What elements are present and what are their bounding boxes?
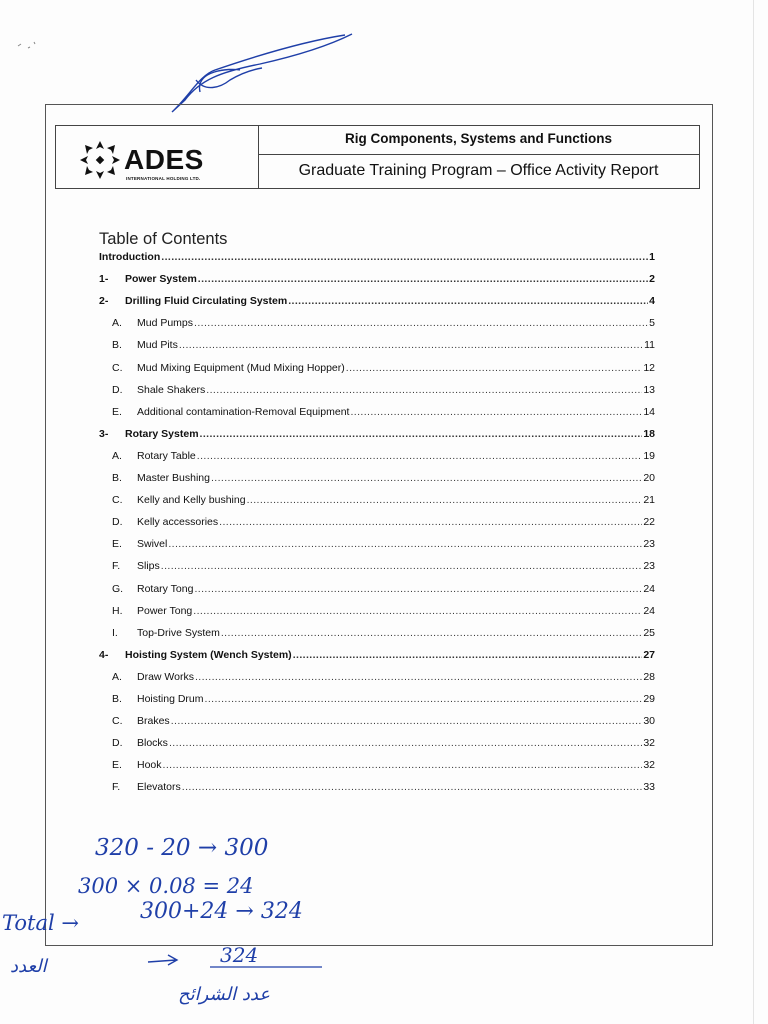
toc-entry-label: Master Bushing: [137, 472, 210, 484]
toc-entry-label: Draw Works: [137, 670, 194, 683]
toc-leader-dots: [193, 604, 642, 618]
toc-entry-label: Slips: [137, 560, 160, 573]
toc-leader-dots: [168, 537, 642, 551]
toc-entry-label: Mud Pumps: [137, 317, 194, 330]
toc-entry-number: C.: [112, 361, 123, 374]
toc-entry[interactable]: [99, 471, 655, 485]
toc-entry-label: Mud Pits: [137, 339, 178, 352]
toc-leader-dots: [194, 582, 642, 596]
toc-entry-label: Swivel: [137, 538, 168, 551]
toc-entry-page: 13: [643, 383, 655, 396]
toc-entry[interactable]: [99, 780, 655, 794]
toc-entry-page: 12: [643, 361, 655, 374]
toc-entry-label: Kelly accessories: [137, 516, 219, 529]
toc-entry[interactable]: [99, 515, 655, 529]
toc-leader-dots: [161, 559, 643, 573]
toc-entry-number: A.: [112, 449, 122, 462]
toc-entry-label: Hook: [137, 759, 162, 772]
toc-entry-page: 23: [643, 538, 655, 551]
toc-leader-dots: [206, 383, 642, 397]
toc-leader-dots: [293, 648, 643, 662]
toc-entry[interactable]: [99, 626, 655, 640]
toc-entry-number: E.: [112, 405, 122, 418]
toc-leader-dots: [161, 250, 648, 264]
toc-entry[interactable]: [99, 316, 655, 330]
toc-entry-number: C.: [112, 715, 123, 728]
toc-entry[interactable]: [99, 272, 655, 286]
toc-entry-label: Brakes: [137, 715, 170, 728]
toc-entry-page: 24: [643, 582, 655, 595]
toc-entry[interactable]: [99, 449, 655, 463]
toc-leader-dots: [195, 670, 642, 684]
toc-entry[interactable]: [99, 736, 655, 750]
note-total-label: Total →: [2, 911, 79, 935]
toc-entry-label: Drilling Fluid Circulating System: [125, 295, 288, 308]
toc-leader-dots: [163, 758, 643, 772]
toc-leader-dots: [350, 405, 642, 419]
toc-entry-number: 2-: [99, 295, 109, 308]
toc-leader-dots: [179, 338, 643, 352]
logo-subtext: INTERNATIONAL HOLDING LTD.: [126, 176, 201, 181]
toc-leader-dots: [169, 736, 642, 750]
toc-leader-dots: [346, 361, 643, 375]
toc-entry-page: 14: [643, 405, 655, 418]
toc-entry-number: G.: [112, 582, 124, 595]
toc-entry-page: 2: [649, 273, 655, 286]
note-arabic-slides: عدد الشرائح: [178, 984, 271, 1005]
toc-leader-dots: [211, 471, 642, 485]
toc-entry-label: Power System: [125, 273, 197, 286]
toc-entry-label: Blocks: [137, 737, 168, 750]
toc-entry-page: 30: [643, 715, 655, 728]
toc-entry-page: 22: [643, 516, 655, 529]
logo-cell: [56, 126, 259, 188]
toc-entry-number: 1-: [99, 273, 109, 286]
toc-entry-label: Mud Mixing Equipment (Mud Mixing Hopper): [137, 361, 345, 374]
toc-leader-dots: [198, 272, 648, 286]
toc-entry-page: 11: [644, 339, 655, 352]
toc-entry-page: 5: [649, 317, 655, 330]
toc-entry[interactable]: [99, 692, 655, 706]
toc-entry-page: 25: [643, 626, 655, 639]
toc-entry-label: Rotary Table: [137, 449, 196, 462]
toc-leader-dots: [171, 714, 643, 728]
toc-leader-dots: [221, 626, 642, 640]
toc-entry-page: 32: [643, 759, 655, 772]
toc-entry-number: E.: [112, 759, 122, 772]
note-line-2: 300 × 0.08 = 24: [78, 874, 254, 898]
toc-entry-number: F.: [112, 781, 121, 794]
ades-logo-icon: [78, 139, 122, 181]
toc-entry-number: 3-: [99, 427, 109, 440]
toc-entry[interactable]: [99, 582, 655, 596]
toc-leader-dots: [182, 780, 643, 794]
toc-entry[interactable]: [99, 405, 655, 419]
toc-entry-number: B.: [112, 693, 122, 705]
toc-entry-label: Elevators: [137, 781, 181, 794]
toc-entry-label: Hoisting System (Wench System): [125, 648, 292, 661]
toc-entry-page: 18: [643, 427, 655, 440]
toc-entry[interactable]: [99, 537, 655, 551]
toc-entry[interactable]: [99, 604, 655, 618]
toc-entry-page: 21: [643, 494, 655, 507]
toc-entry-number: A.: [112, 670, 122, 683]
toc-entry[interactable]: [99, 383, 655, 397]
report-title: Rig Components, Systems and Functions: [258, 126, 699, 155]
toc-leader-dots: [200, 427, 643, 441]
note-line-1: 320 - 20 → 300: [95, 835, 269, 861]
toc-entry-number: I.: [112, 626, 118, 639]
toc-entry-page: 28: [643, 670, 655, 683]
toc-entry[interactable]: [99, 493, 655, 507]
toc-entry[interactable]: [99, 670, 655, 684]
toc-entry-label: Hoisting Drum: [137, 693, 204, 705]
logo-wordmark: ADES: [124, 144, 204, 175]
toc-entry-number: E.: [112, 538, 122, 551]
toc-entry-page: 23: [643, 560, 655, 573]
toc-leader-dots: [219, 515, 642, 529]
toc-entry-label: Shale Shakers: [137, 383, 206, 396]
handwritten-notes: [0, 815, 768, 1024]
note-value-324: 324: [220, 943, 259, 967]
toc-entry-number: D.: [112, 516, 123, 529]
toc-entry-page: 4: [649, 295, 655, 308]
toc-leader-dots: [197, 449, 643, 463]
toc-entry-label: Rotary Tong: [137, 582, 194, 595]
toc-entry[interactable]: [99, 294, 655, 308]
toc-entry-number: F.: [112, 560, 121, 573]
toc-entry-label: Kelly and Kelly bushing: [137, 494, 246, 507]
toc-heading: Table of Contents: [99, 230, 228, 248]
toc-entry[interactable]: [99, 758, 655, 772]
toc-entry-label: Power Tong: [137, 604, 193, 617]
report-header: [55, 125, 700, 189]
toc-entry-number: D.: [112, 737, 123, 750]
toc-entry-number: D.: [112, 383, 123, 396]
toc-entry-page: 24: [643, 604, 655, 617]
toc-entry-label: Introduction: [99, 251, 161, 263]
toc-leader-dots: [247, 493, 643, 507]
toc-entry-page: 20: [643, 472, 655, 484]
toc-entry-page: 19: [643, 449, 655, 462]
toc-entry[interactable]: [99, 714, 655, 728]
report-subtitle: Graduate Training Program – Office Activity Report: [298, 162, 659, 179]
toc-entry-page: 32: [643, 737, 655, 750]
toc-leader-dots: [205, 692, 643, 706]
toc-entry[interactable]: [99, 250, 655, 264]
toc-entry[interactable]: [99, 361, 655, 375]
toc-entry-label: Additional contamination-Removal Equipment: [137, 405, 350, 418]
note-arabic-count: العدد: [10, 956, 47, 977]
toc-entry-number: H.: [112, 604, 123, 617]
toc-leader-dots: [194, 316, 648, 330]
toc-entry[interactable]: [99, 559, 655, 573]
toc-entry-page: 33: [643, 781, 655, 794]
toc-leader-dots: [288, 294, 648, 308]
toc-entry-page: 27: [643, 648, 655, 661]
toc-entry[interactable]: [99, 338, 655, 352]
toc-entry-page: 1: [649, 251, 655, 263]
toc-entry-number: B.: [112, 472, 122, 484]
toc-entry[interactable]: [99, 648, 655, 662]
toc-entry[interactable]: [99, 427, 655, 441]
toc-entry-page: 29: [643, 693, 655, 705]
toc-entry-label: Rotary System: [125, 427, 199, 440]
toc-entry-label: Top-Drive System: [137, 626, 220, 639]
toc-entry-number: B.: [112, 339, 122, 352]
toc-entry-number: 4-: [99, 648, 109, 661]
toc-entry-number: C.: [112, 494, 123, 507]
note-line-3: 300+24 → 324: [140, 899, 303, 924]
toc-entry-number: A.: [112, 317, 122, 330]
